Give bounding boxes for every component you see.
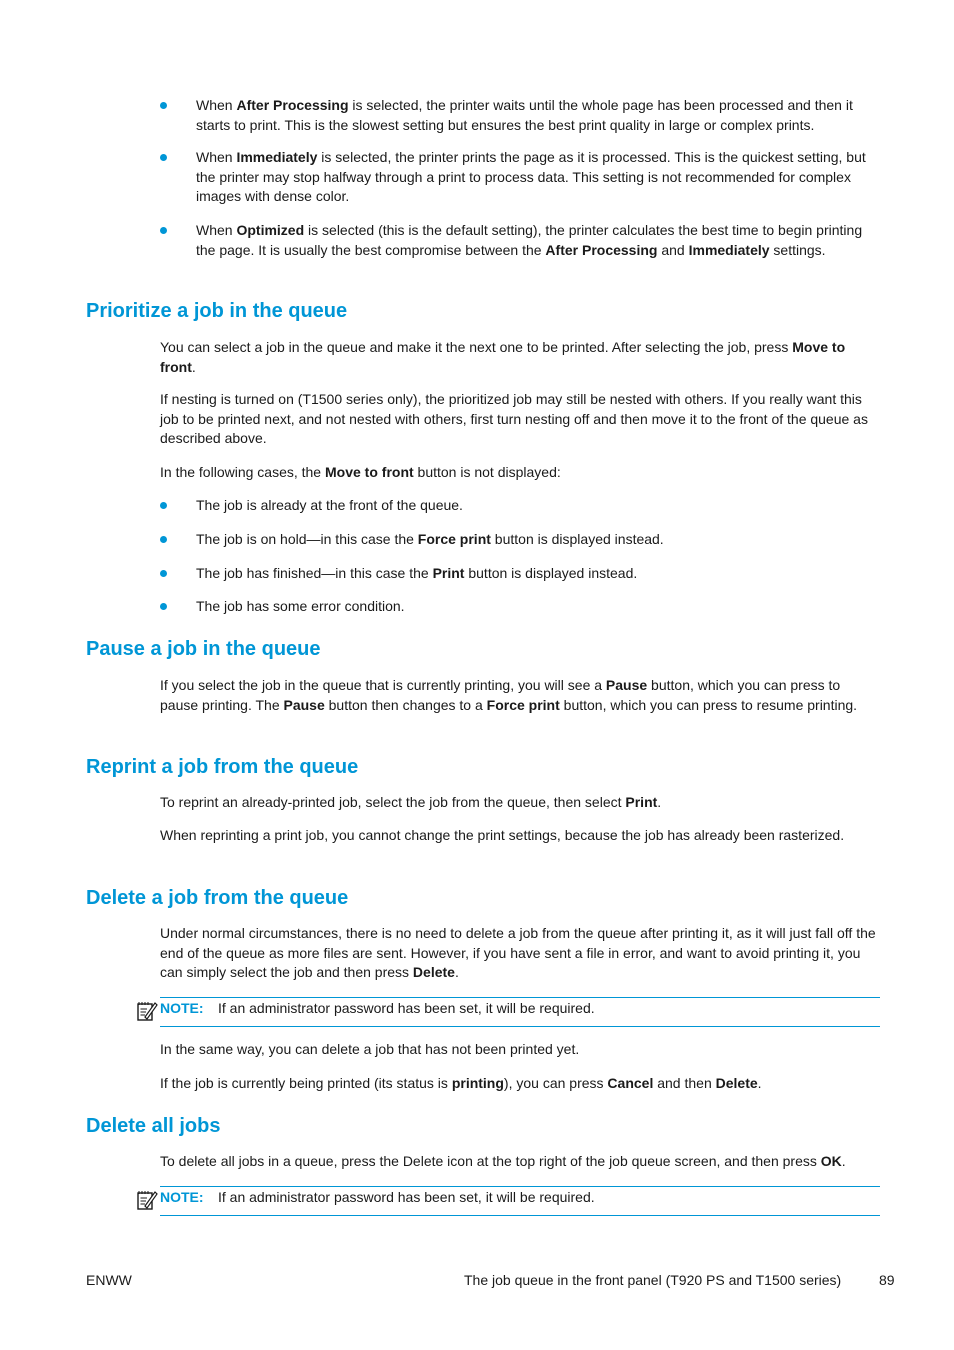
bullet-dot-icon [160,536,167,543]
paragraph: If nesting is turned on (T1500 series only), the prioritized job may still be nested with others. If you really want this job to be printed next, and not nested with others, first turn nesting off and then move it to the front of the queue as described above. [160,391,868,446]
paragraph: If you select the job in the queue that is currently printing, you will see a Pause button, which you can press to pause printing. The Pause button then changes to a Force print button, which you can press to resume printing. [160,677,858,713]
paragraph: In the same way, you can delete a job that has not been printed yet. [160,1041,580,1057]
bullet-text: When Optimized is selected (this is the default setting), the printer calculates the best time to begin printing the page. It is usually the best compromise between the After Processing and Immediately settings. [196,222,863,258]
footer-left: ENWW [86,1272,132,1288]
section-heading-delete: Delete a job from the queue [86,887,349,909]
bullet-dot-icon [160,154,167,161]
bullet-text: The job is already at the front of the queue. [196,497,463,513]
section-heading-prioritize: Prioritize a job in the queue [86,300,348,322]
bullet-text: When After Processing is selected, the printer waits until the whole page has been processed and then it starts to print. This is the slowest setting but ensures the best print quality in large or complex prints. [196,97,853,133]
note-text: If an administrator password has been set, it will be required. [218,1189,595,1205]
section-heading-reprint: Reprint a job from the queue [86,756,359,778]
note-box [160,997,880,1027]
note-text: If an administrator password has been set, it will be required. [218,1000,595,1016]
note-pencil-icon [136,1000,158,1022]
bullet-dot-icon [160,102,167,109]
note-label: NOTE: [160,1189,204,1205]
bullet-text: The job is on hold—in this case the Force print button is displayed instead. [196,531,664,547]
paragraph: To reprint an already-printed job, select the job from the queue, then select Print. [160,794,662,810]
paragraph: Under normal circumstances, there is no need to delete a job from the queue after printing it, as it will just fall off the end of the queue as more files are sent. However, if you have sent a file in error, and want to avoid printing it, you can simply select the job and then press Delete. [160,925,876,980]
paragraph: In the following cases, the Move to front button is not displayed: [160,464,561,480]
paragraph: To delete all jobs in a queue, press the Delete icon at the top right of the job queue screen, and then press OK. [160,1153,846,1169]
bullet-dot-icon [160,603,167,610]
footer-title: The job queue in the front panel (T920 PS and T1500 series) [464,1272,842,1288]
note-box [160,1186,880,1216]
note-pencil-icon [136,1189,158,1211]
bullet-dot-icon [160,502,167,509]
note-label: NOTE: [160,1000,204,1016]
bullet-text: The job has finished—in this case the Print button is displayed instead. [196,565,638,581]
section-heading-pause: Pause a job in the queue [86,638,321,660]
bullet-dot-icon [160,570,167,577]
bullet-text: The job has some error condition. [196,598,405,614]
paragraph: When reprinting a print job, you cannot change the print settings, because the job has already been rasterized. [160,827,845,843]
section-heading-delete-all: Delete all jobs [86,1115,221,1137]
bullet-dot-icon [160,227,167,234]
bullet-text: When Immediately is selected, the printer prints the page as it is processed. This is the quickest setting, but the printer may stop halfway through a print to process data. This setting is not recommended for complex images with dense color. [196,149,866,204]
page-number: 89 [879,1272,895,1288]
paragraph: You can select a job in the queue and make it the next one to be printed. After selecting the job, press Move to front. [160,339,846,375]
paragraph: If the job is currently being printed (its status is printing), you can press Cancel and then Delete. [160,1075,762,1091]
